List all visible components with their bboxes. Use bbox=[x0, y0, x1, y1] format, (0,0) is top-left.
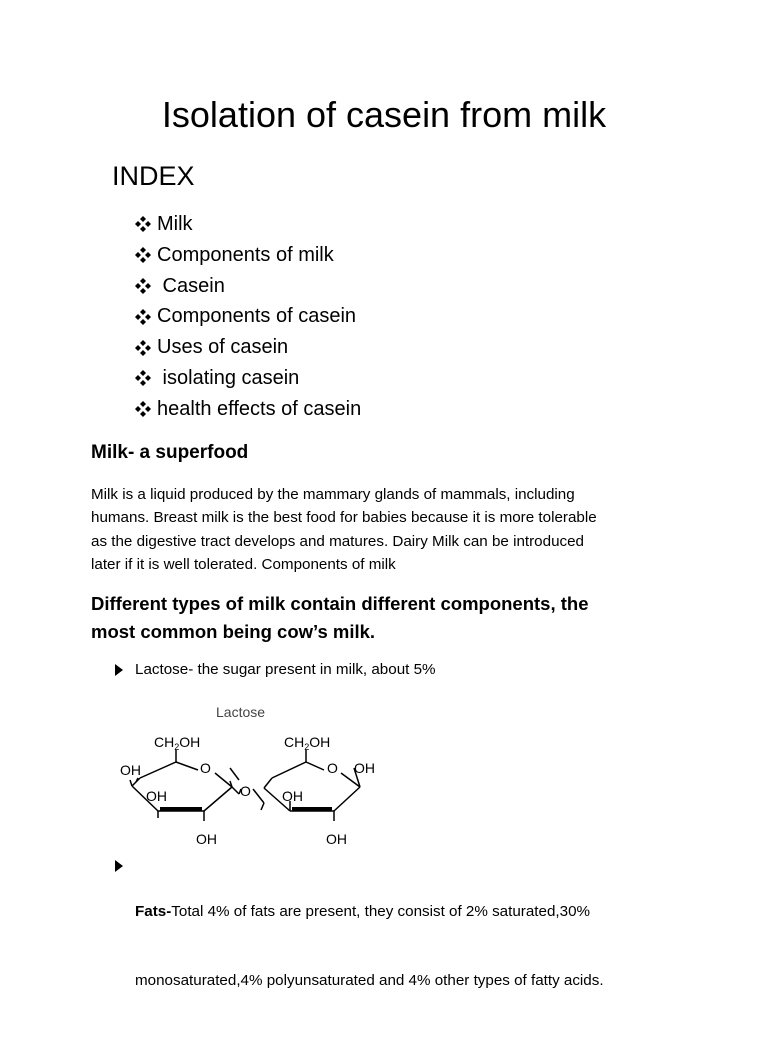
components-heading bbox=[91, 590, 691, 646]
index-item-label: Uses of casein bbox=[157, 336, 289, 359]
four-diamond-bullet-icon bbox=[133, 245, 157, 265]
diagram-title: Lactose bbox=[216, 704, 266, 720]
right-triangle-bullet-icon bbox=[114, 860, 124, 872]
index-item bbox=[133, 209, 361, 240]
document-title: Isolation of casein from milk bbox=[161, 94, 607, 135]
right-ring-o-label: O bbox=[327, 760, 338, 776]
index-heading: INDEX bbox=[112, 161, 195, 191]
milk-paragraph bbox=[91, 483, 691, 576]
left-bottom-oh-label: OH bbox=[196, 831, 217, 847]
lactose-structure-diagram bbox=[118, 698, 388, 853]
milk-section-heading: Milk- a superfood bbox=[91, 442, 249, 463]
right-ch2oh-label: $CH_2OH$ bbox=[284, 734, 331, 752]
right-bottom-oh-label: OH bbox=[326, 831, 347, 847]
index-list bbox=[133, 209, 361, 425]
index-item-label: isolating casein bbox=[157, 366, 300, 389]
index-item-label: Milk bbox=[157, 213, 193, 235]
fats-point-text bbox=[135, 854, 604, 1038]
index-item bbox=[133, 363, 361, 394]
right-inner-oh-label: OH bbox=[282, 788, 303, 804]
index-item bbox=[133, 240, 361, 271]
left-ch2oh-label: $CH_2OH$ bbox=[154, 734, 201, 752]
left-oh-label: OH bbox=[120, 762, 141, 778]
paragraph-line: later if it is well tolerated. Components of milk bbox=[91, 555, 396, 573]
bridge-o-label: O bbox=[240, 783, 251, 799]
fats-line-1: Total 4% of fats are present, they consist of 2% saturated,30% bbox=[171, 903, 591, 920]
index-item bbox=[133, 332, 361, 363]
index-item-label: health effects of casein bbox=[157, 397, 362, 420]
index-item-label: Components of casein bbox=[157, 305, 357, 328]
four-diamond-bullet-icon bbox=[133, 214, 157, 234]
index-item bbox=[133, 394, 361, 425]
left-ring-o-label: O bbox=[200, 760, 211, 776]
right-triangle-bullet-icon bbox=[114, 664, 124, 676]
left-inner-oh-label: OH bbox=[146, 788, 167, 804]
index-item bbox=[133, 271, 361, 302]
paragraph-line: as the digestive tract develops and matures. Dairy Milk can be introduced bbox=[91, 532, 585, 550]
fats-line-2: monosaturated,4% polyunsaturated and 4% other types of fatty acids. bbox=[135, 972, 604, 989]
index-item-label: Casein bbox=[157, 274, 225, 297]
four-diamond-bullet-icon bbox=[133, 307, 157, 327]
four-diamond-bullet-icon bbox=[133, 368, 157, 388]
components-heading-line: Different types of milk contain different components, the bbox=[91, 593, 589, 614]
right-oh-label: OH bbox=[354, 760, 375, 776]
four-diamond-bullet-icon bbox=[133, 338, 157, 358]
index-item-label: Components of milk bbox=[157, 243, 334, 266]
index-item bbox=[133, 301, 361, 332]
fats-label: Fats- bbox=[135, 903, 172, 920]
components-heading-line: most common being cow’s milk. bbox=[91, 621, 376, 642]
paragraph-line: humans. Breast milk is the best food for babies because it is more tolerable bbox=[91, 509, 597, 527]
lactose-point-text: Lactose- the sugar present in milk, about 5% bbox=[135, 661, 436, 678]
four-diamond-bullet-icon bbox=[133, 276, 157, 296]
paragraph-line: Milk is a liquid produced by the mammary glands of mammals, including bbox=[91, 486, 575, 503]
four-diamond-bullet-icon bbox=[133, 399, 157, 419]
